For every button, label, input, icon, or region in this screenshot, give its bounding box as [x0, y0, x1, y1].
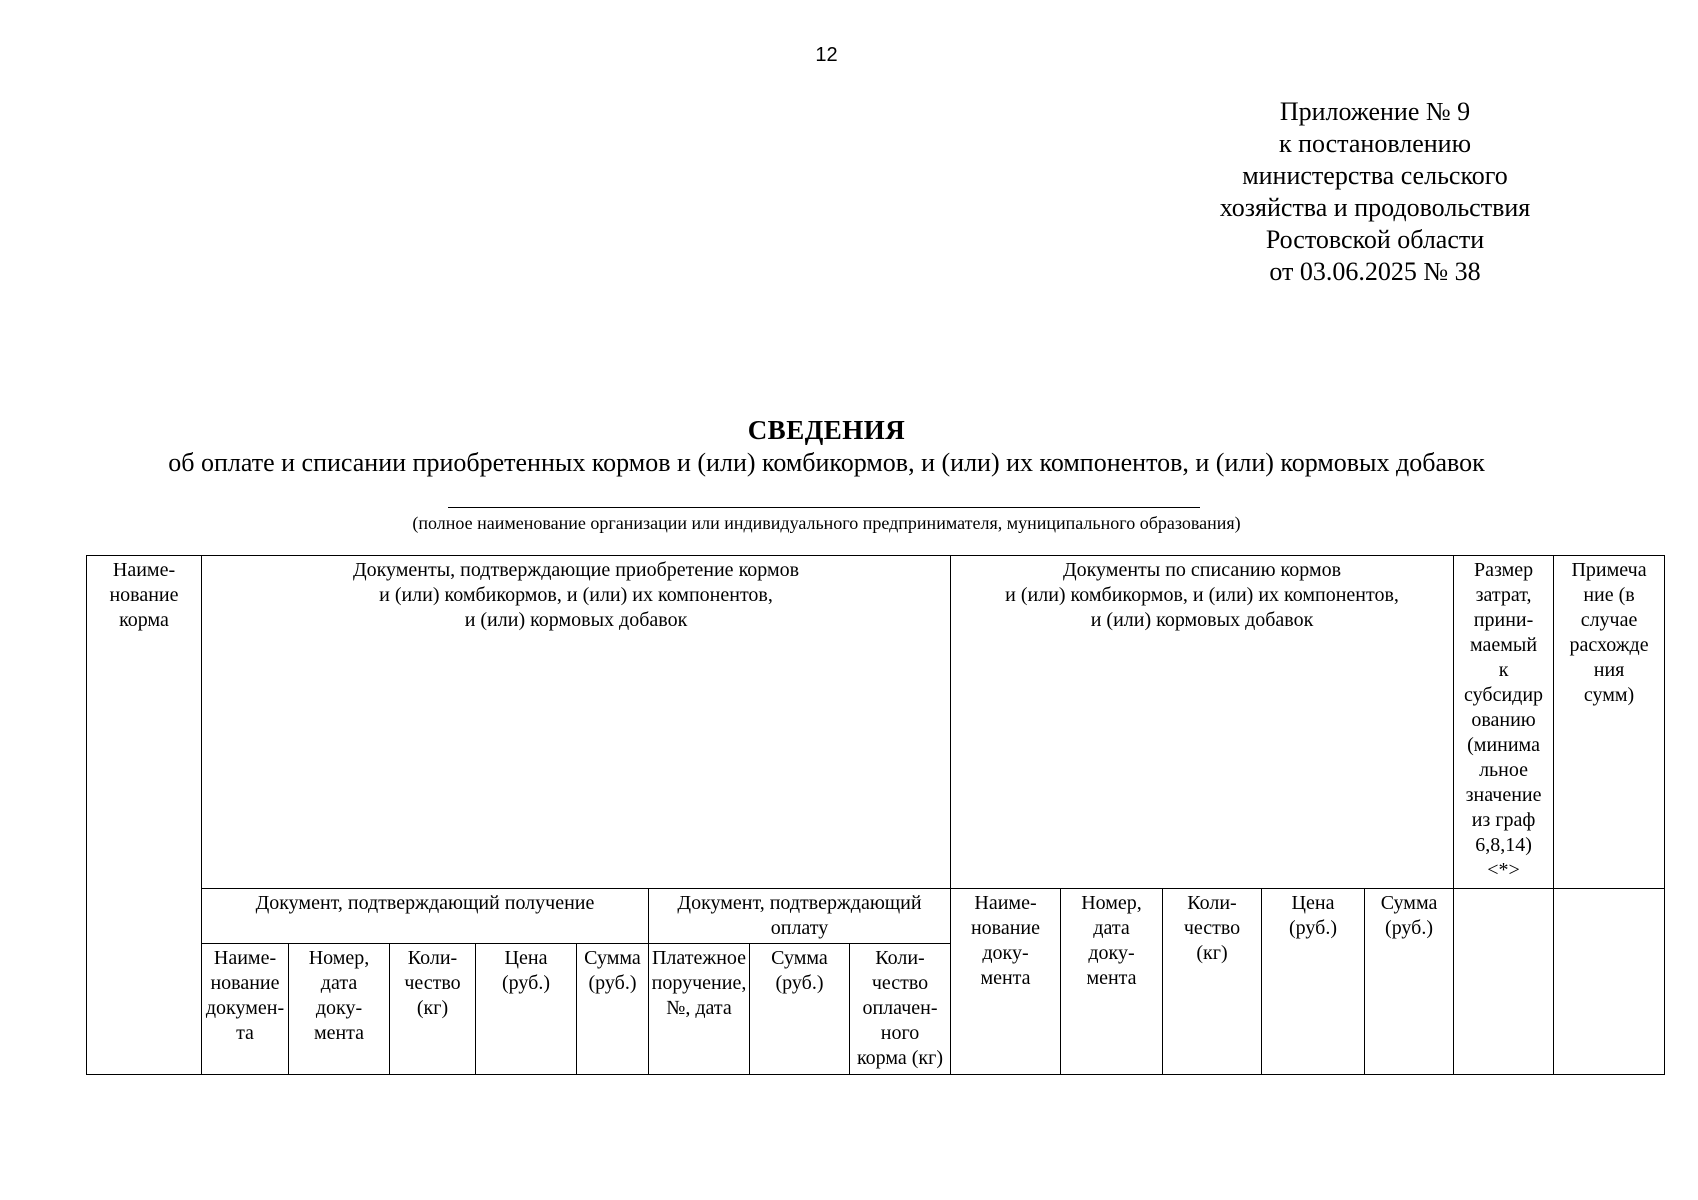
payment-document-header: Документ, подтверждающий оплату — [649, 889, 951, 944]
writeoff-price-header: Цена (руб.) — [1262, 889, 1365, 1075]
writeoff-doc-number-date-header: Номер, дата доку- мента — [1061, 889, 1163, 1075]
payment-sum-header: Сумма (руб.) — [750, 944, 850, 1075]
receipt-quantity-header: Коли- чество (кг) — [390, 944, 476, 1075]
paid-feed-quantity-header: Коли- чество оплачен- ного корма (кг) — [850, 944, 951, 1075]
appendix-line: хозяйства и продовольствия — [1219, 193, 1531, 222]
purchase-documents-header: Документы, подтверждающие приобретение кормов и (или) комбикормов, и (или) их компонентов, и (или) кормовых добавок — [202, 556, 951, 889]
receipt-doc-name-header: Наиме- нование докумен- та — [202, 944, 289, 1075]
cost-size-cell[interactable] — [1454, 889, 1554, 1075]
note-header: Примеча ние (в случае расхожде ния сумм) — [1554, 556, 1665, 889]
organization-name-fill-line[interactable] — [448, 507, 1200, 508]
cost-size-header: Размер затрат, прини- маемый к субсидир ованию (минима льное значение из граф 6,8,14) <*> — [1454, 556, 1554, 889]
receipt-doc-number-date-header: Номер, дата доку- мента — [289, 944, 390, 1075]
payment-order-header: Платежное поручение, №, дата — [649, 944, 750, 1075]
appendix-line: к постановлению — [1278, 129, 1472, 158]
appendix-line: от 03.06.2025 № 38 — [1269, 257, 1481, 286]
feed-name-header: Наиме- нование корма — [87, 556, 202, 1075]
writeoff-sum-header: Сумма (руб.) — [1365, 889, 1454, 1075]
appendix-line: Приложение № 9 — [1279, 97, 1471, 126]
writeoff-doc-name-header: Наиме- нование доку- мента — [951, 889, 1061, 1075]
receipt-sum-header: Сумма (руб.) — [577, 944, 649, 1075]
feed-payment-table — [86, 555, 1665, 1075]
appendix-block — [1180, 96, 1570, 288]
appendix-line: министерства сельского — [1242, 161, 1508, 190]
appendix-line: Ростовской области — [1265, 225, 1485, 254]
organization-name-caption: (полное наименование организации или индивидуального предпринимателя, муниципального образования) — [412, 513, 1241, 533]
receipt-document-header: Документ, подтверждающий получение — [202, 889, 649, 944]
writeoff-quantity-header: Коли- чество (кг) — [1163, 889, 1262, 1075]
writeoff-documents-header: Документы по списанию кормов и (или) комбикормов, и (или) их компонентов, и (или) кормовых добавок — [951, 556, 1454, 889]
document-subtitle: об оплате и списании приобретенных кормов и (или) комбикормов, и (или) их компонентов, и (или) кормовых добавок — [168, 448, 1485, 477]
document-title: СВЕДЕНИЯ — [747, 415, 906, 445]
page-number: 12 — [815, 44, 838, 66]
receipt-price-header: Цена (руб.) — [476, 944, 577, 1075]
note-cell[interactable] — [1554, 889, 1665, 1075]
